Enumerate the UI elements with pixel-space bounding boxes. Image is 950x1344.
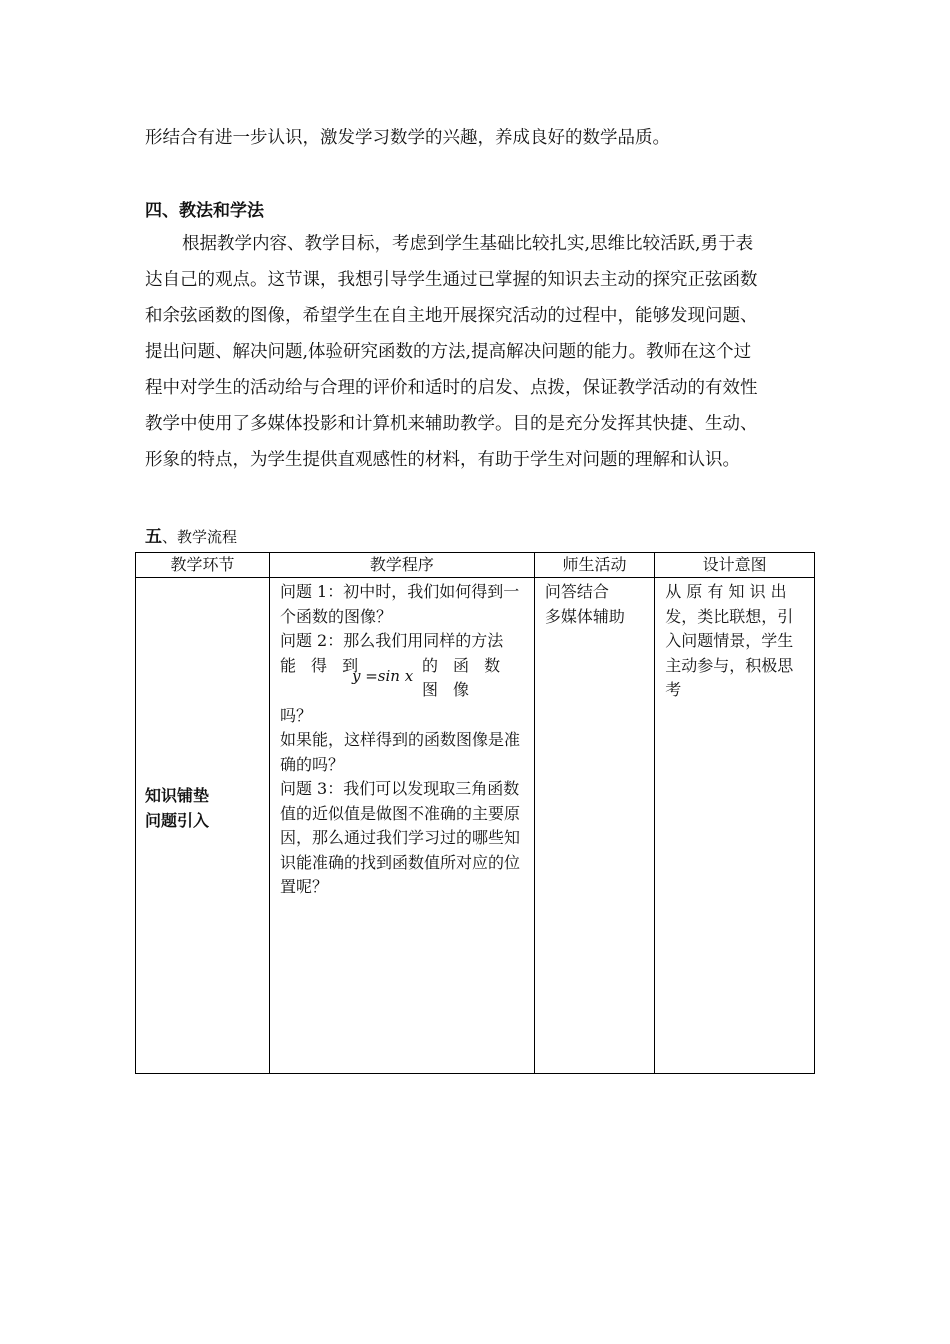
program-cell [269, 578, 534, 1074]
stage-cell [136, 578, 270, 1074]
section5-label: 、教学流程 [162, 528, 238, 546]
question-2-line-d: 吗？ [279, 705, 312, 725]
section4-line-3: 和余弦函数的图像，希望学生在自主地开展探究活动的过程中，能够发现问题、 [145, 306, 758, 326]
question-2-formula-line [280, 654, 526, 704]
section4-line-2: 达自己的观点。这节课，我想引导学生通过已掌握的知识去主动的探究正弦函数 [145, 270, 758, 290]
section4-title: 四、教法和学法 [145, 201, 264, 221]
intent-rest: 发，类比联想，引入问题情景，学生主动参与，积极思考 [665, 606, 794, 699]
section4-line-1: 根据教学内容、教学目标，考虑到学生基础比较扎实,思维比较活跃,勇于表 [182, 234, 754, 254]
section5-number: 五 [145, 527, 162, 547]
header-program: 教学程序 [269, 553, 534, 578]
question-1: 问题 1：初中时，我们如何得到一个函数的图像？ [279, 582, 520, 626]
activity-line-2: 多媒体辅助 [544, 606, 625, 626]
intent-line-1: 从 原 有 知 识 出 [665, 582, 787, 601]
section4-line-5: 程中对学生的活动给与合理的评价和适时的启发、点拨，保证教学活动的有效性 [145, 378, 758, 398]
header-intent: 设计意图 [655, 553, 815, 578]
intent-cell [655, 578, 815, 1074]
question-2-line-b: 能 得 到 [279, 655, 364, 675]
formula-y-sin-x: y =sin x [351, 666, 414, 685]
section4-line-6: 教学中使用了多媒体投影和计算机来辅助教学。目的是充分发挥其快捷、生动、 [145, 414, 758, 434]
teaching-flow-table [135, 552, 815, 1074]
stage-line-2: 问题引入 [145, 810, 210, 830]
header-activity: 师生活动 [534, 553, 654, 578]
question-3: 问题 3：我们可以发现取三角函数值的近似值是做图不准确的主要原因，那么通过我们学习过的哪些知识能准确的找到函数值所对应的位置呢？ [279, 779, 520, 896]
stage-line-1: 知识铺垫 [145, 785, 210, 805]
question-2-line-e: 如果能，这样得到的函数图像是准确的吗？ [279, 730, 520, 774]
section4-line-7: 形象的特点，为学生提供直观感性的材料，有助于学生对问题的理解和认识。 [145, 450, 740, 470]
section4-line-4: 提出问题、解决问题,体验研究函数的方法,提高解决问题的能力。教师在这个过 [145, 342, 752, 362]
table-row [136, 578, 815, 1074]
intro-line: 形结合有进一步认识，激发学习数学的兴趣，养成良好的数学品质。 [145, 128, 670, 148]
question-2-line-a: 问题 2：那么我们用同样的方法 [279, 631, 504, 650]
activity-line-1: 问答结合 [544, 582, 609, 601]
section5-title [145, 522, 237, 547]
question-2-line-c: 的 函 数 图 像 [421, 655, 506, 699]
header-stage: 教学环节 [136, 553, 270, 578]
table-header-row [136, 553, 815, 578]
activity-cell [534, 578, 654, 1074]
